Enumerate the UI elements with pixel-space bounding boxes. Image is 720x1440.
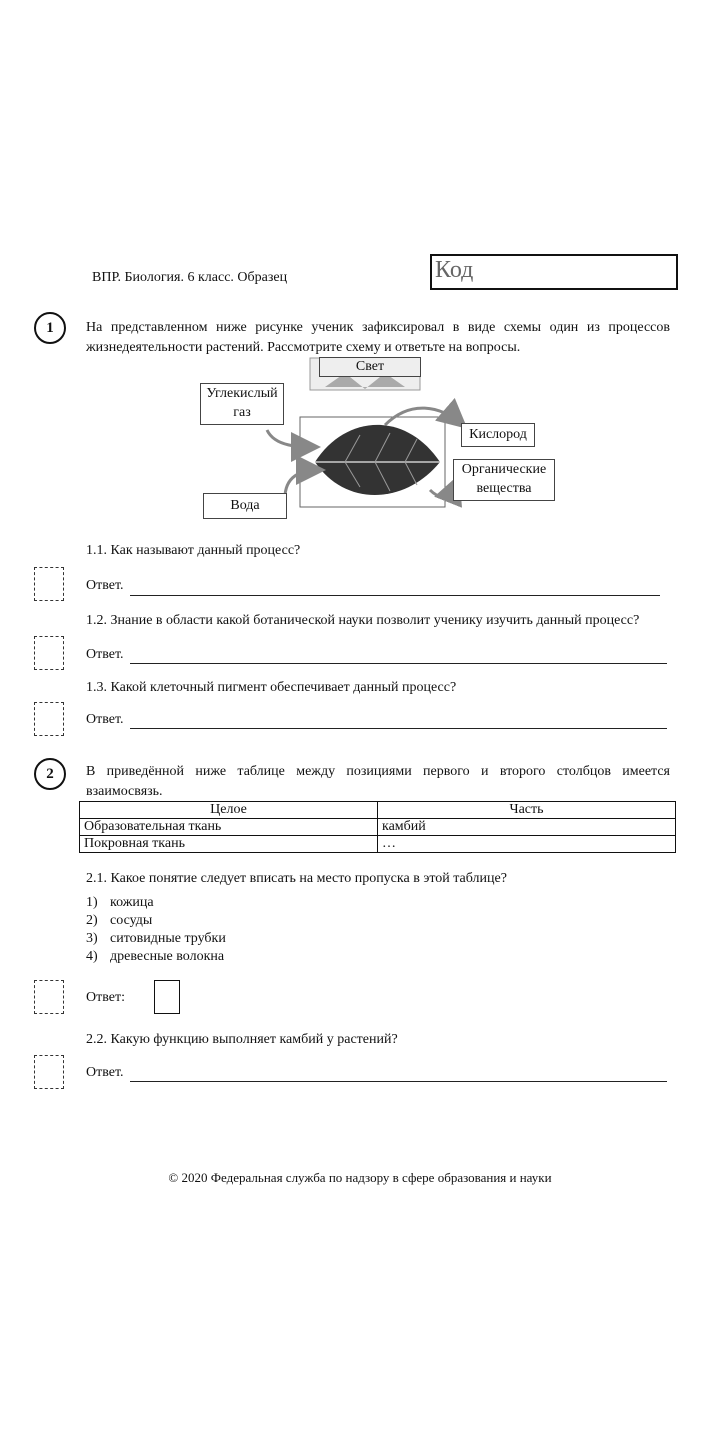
question-2-text: В приведённой ниже таблице между позициями первого и второго столбцов имеется взаимосвязь. (86, 764, 670, 799)
organic-label: Органические вещества (453, 459, 555, 501)
option-label: ситовидные трубки (110, 931, 226, 946)
answer-label-2-2: Ответ. (86, 1065, 124, 1080)
answer-line-1-2[interactable] (130, 662, 667, 664)
table-header-part: Часть (378, 802, 676, 819)
answer-label-2-1: Ответ: (86, 990, 125, 1005)
photosynthesis-diagram (195, 355, 565, 525)
question-number-1: 1 (34, 312, 66, 344)
table-header-row (80, 802, 676, 819)
page-header-title: ВПР. Биология. 6 класс. Образец (92, 270, 288, 285)
table-cell: Покровная ткань (80, 836, 378, 853)
light-label: Свет (319, 357, 421, 377)
table-header-whole: Целое (80, 802, 378, 819)
score-box-2-2[interactable] (34, 1055, 64, 1089)
subquestion-1-2: 1.2. Знание в области какой ботанической науки позволит ученику изучить данный процесс? (86, 613, 640, 628)
table-row (80, 819, 676, 836)
option-number: 4) (86, 949, 98, 964)
water-arrow (285, 470, 320, 495)
option-item[interactable] (86, 930, 226, 948)
oxygen-label: Кислород (461, 423, 535, 447)
subquestion-2-2: 2.2. Какую функцию выполняет камбий у растений? (86, 1032, 398, 1047)
subquestion-1-3: 1.3. Какой клеточный пигмент обеспечивает данный процесс? (86, 680, 457, 695)
subquestion-2-1: 2.1. Какое понятие следует вписать на место пропуска в этой таблице? (86, 871, 507, 886)
co2-arrow (267, 430, 315, 447)
question-1-text: На представленном ниже рисунке ученик зафиксировал в виде схемы один из процессов жизнедеятельности растений. Рассмотрите схему и ответьте на вопросы. (86, 320, 670, 355)
table-cell-blank: … (378, 836, 676, 853)
question-number-2: 2 (34, 758, 66, 790)
table-row (80, 836, 676, 853)
score-box-1-2[interactable] (34, 636, 64, 670)
option-label: сосуды (110, 913, 153, 928)
relation-table (79, 801, 676, 853)
table-cell: камбий (378, 819, 676, 836)
code-input-box[interactable] (430, 254, 678, 290)
options-list (86, 894, 226, 966)
answer-label-1-2: Ответ. (86, 647, 124, 662)
option-item[interactable] (86, 912, 226, 930)
option-number: 1) (86, 895, 98, 910)
leaf-icon (315, 425, 440, 495)
option-number: 3) (86, 931, 98, 946)
score-box-1-3[interactable] (34, 702, 64, 736)
answer-label-1-1: Ответ. (86, 578, 124, 593)
option-item[interactable] (86, 894, 226, 912)
answer-line-2-2[interactable] (130, 1080, 667, 1082)
answer-input-2-1[interactable] (154, 980, 180, 1014)
co2-label: Углекислый газ (200, 383, 284, 425)
answer-label-1-3: Ответ. (86, 712, 124, 727)
table-cell: Образовательная ткань (80, 819, 378, 836)
option-label: древесные волокна (110, 949, 225, 964)
water-label: Вода (203, 493, 287, 519)
score-box-2-1[interactable] (34, 980, 64, 1014)
option-label: кожица (110, 895, 154, 910)
score-box-1-1[interactable] (34, 567, 64, 601)
option-number: 2) (86, 913, 98, 928)
answer-line-1-3[interactable] (130, 727, 667, 729)
answer-line-1-1[interactable] (130, 594, 660, 596)
footer-copyright: © 2020 Федеральная служба по надзору в сфере образования и науки (168, 1170, 552, 1185)
code-label: Код (435, 257, 474, 283)
subquestion-1-1: 1.1. Как называют данный процесс? (86, 543, 301, 558)
option-item[interactable] (86, 948, 226, 966)
